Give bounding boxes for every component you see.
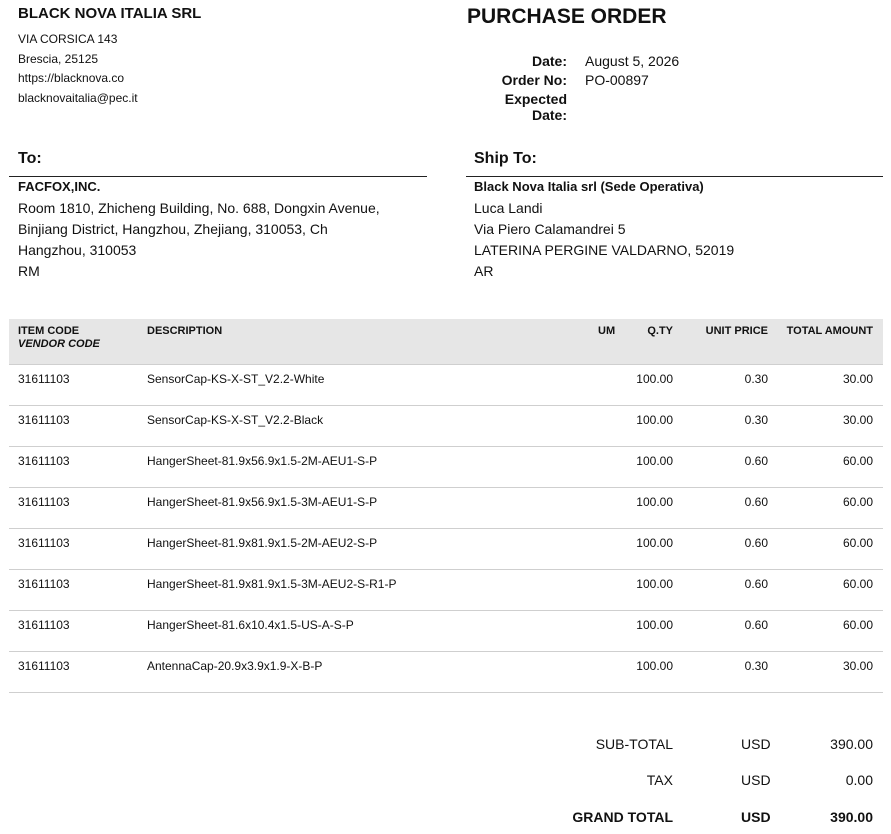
subtotal-label: SUB-TOTAL [595, 736, 673, 752]
grand-total-label: GRAND TOTAL [572, 809, 673, 825]
row-unit-price: 0.60 [744, 495, 768, 509]
row-total: 60.00 [842, 495, 873, 509]
company-address: VIA CORSICA 143 [18, 32, 118, 46]
row-description: SensorCap-KS-X-ST_V2.2-Black [147, 413, 324, 427]
company-email[interactable]: blacknovaitalia@pec.it [18, 91, 138, 105]
row-total: 30.00 [842, 372, 873, 386]
table-divider [9, 364, 883, 365]
row-qty: 100.00 [636, 372, 673, 386]
row-total: 60.00 [842, 577, 873, 591]
company-city: Brescia, 25125 [18, 52, 99, 66]
ship-to-name: Black Nova Italia srl (Sede Operativa) [474, 179, 704, 194]
row-unit-price: 0.60 [744, 577, 768, 591]
document-title: PURCHASE ORDER [467, 5, 667, 28]
ship-to-address-line: LATERINA PERGINE VALDARNO, 52019 [474, 242, 735, 258]
tax-label: TAX [646, 772, 673, 788]
row-qty: 100.00 [636, 577, 673, 591]
subtotal-value: 390.00 [830, 736, 873, 752]
ship-to-heading: Ship To: [474, 150, 537, 167]
row-item-code: 31611103 [18, 495, 70, 509]
row-unit-price: 0.60 [744, 536, 768, 550]
row-qty: 100.00 [636, 536, 673, 550]
to-heading: To: [18, 150, 42, 167]
to-name: FACFOX,INC. [18, 179, 101, 194]
company-name: BLACK NOVA ITALIA SRL [18, 5, 202, 22]
row-qty: 100.00 [636, 659, 673, 673]
row-qty: 100.00 [636, 454, 673, 468]
col-qty: Q.TY [647, 325, 673, 337]
row-divider [9, 528, 883, 529]
row-item-code: 31611103 [18, 618, 70, 632]
expected-date-label: Expected Date: [504, 91, 567, 123]
col-um: UM [598, 325, 616, 337]
ship-to-address-line: Luca Landi [474, 200, 543, 216]
row-total: 60.00 [842, 454, 873, 468]
ship-to-address-line: AR [474, 263, 494, 279]
row-description: HangerSheet-81.9x81.9x1.5-2M-AEU2-S-P [147, 536, 378, 550]
row-unit-price: 0.60 [744, 454, 768, 468]
table-bottom-divider [9, 692, 883, 693]
col-description: DESCRIPTION [147, 325, 223, 337]
tax-value: 0.00 [845, 772, 873, 788]
row-item-code: 31611103 [18, 413, 70, 427]
col-item-code: ITEM CODE [18, 325, 80, 337]
order-date-label: Date: [531, 53, 567, 69]
col-total-amount: TOTAL AMOUNT [786, 325, 873, 337]
row-unit-price: 0.30 [744, 659, 768, 673]
to-address-line: RM [18, 263, 40, 279]
ship-to-address-line: Via Piero Calamandrei 5 [474, 221, 626, 237]
row-unit-price: 0.60 [744, 618, 768, 632]
row-divider [9, 446, 883, 447]
row-item-code: 31611103 [18, 577, 70, 591]
row-total: 60.00 [842, 618, 873, 632]
row-item-code: 31611103 [18, 454, 70, 468]
row-total: 30.00 [842, 413, 873, 427]
row-total: 30.00 [842, 659, 873, 673]
row-item-code: 31611103 [18, 659, 70, 673]
row-divider [9, 487, 883, 488]
company-website[interactable]: https://blacknova.co [18, 71, 125, 85]
row-item-code: 31611103 [18, 372, 70, 386]
grand-total-value: 390.00 [830, 809, 873, 825]
row-unit-price: 0.30 [744, 372, 768, 386]
order-date: August 5, 2026 [585, 53, 680, 69]
order-number: PO-00897 [585, 72, 649, 88]
row-qty: 100.00 [636, 413, 673, 427]
row-divider [9, 610, 883, 611]
grand-total-currency: USD [741, 809, 771, 825]
subtotal-currency: USD [741, 736, 771, 752]
to-address-line: Binjiang District, Hangzhou, Zhejiang, 310053, Ch [18, 221, 328, 237]
row-description: HangerSheet-81.9x56.9x1.5-2M-AEU1-S-P [147, 454, 378, 468]
row-divider [9, 569, 883, 570]
row-total: 60.00 [842, 536, 873, 550]
row-qty: 100.00 [636, 495, 673, 509]
row-divider [9, 405, 883, 406]
row-description: HangerSheet-81.6x10.4x1.5-US-A-S-P [147, 618, 354, 632]
ship-to-divider [466, 176, 883, 177]
order-number-label: Order No: [501, 72, 567, 88]
row-description: SensorCap-KS-X-ST_V2.2-White [147, 372, 325, 386]
row-item-code: 31611103 [18, 536, 70, 550]
to-address-line: Hangzhou, 310053 [18, 242, 137, 258]
col-vendor-code: VENDOR CODE [18, 338, 100, 350]
tax-currency: USD [741, 772, 771, 788]
row-description: AntennaCap-20.9x3.9x1.9-X-B-P [147, 659, 323, 673]
row-description: HangerSheet-81.9x81.9x1.5-3M-AEU2-S-R1-P [147, 577, 397, 591]
row-unit-price: 0.30 [744, 413, 768, 427]
row-qty: 100.00 [636, 618, 673, 632]
row-divider [9, 651, 883, 652]
to-address-line: Room 1810, Zhicheng Building, No. 688, Dongxin Avenue, [18, 200, 380, 216]
col-unit-price: UNIT PRICE [705, 325, 768, 337]
to-divider [9, 176, 427, 177]
row-description: HangerSheet-81.9x56.9x1.5-3M-AEU1-S-P [147, 495, 378, 509]
